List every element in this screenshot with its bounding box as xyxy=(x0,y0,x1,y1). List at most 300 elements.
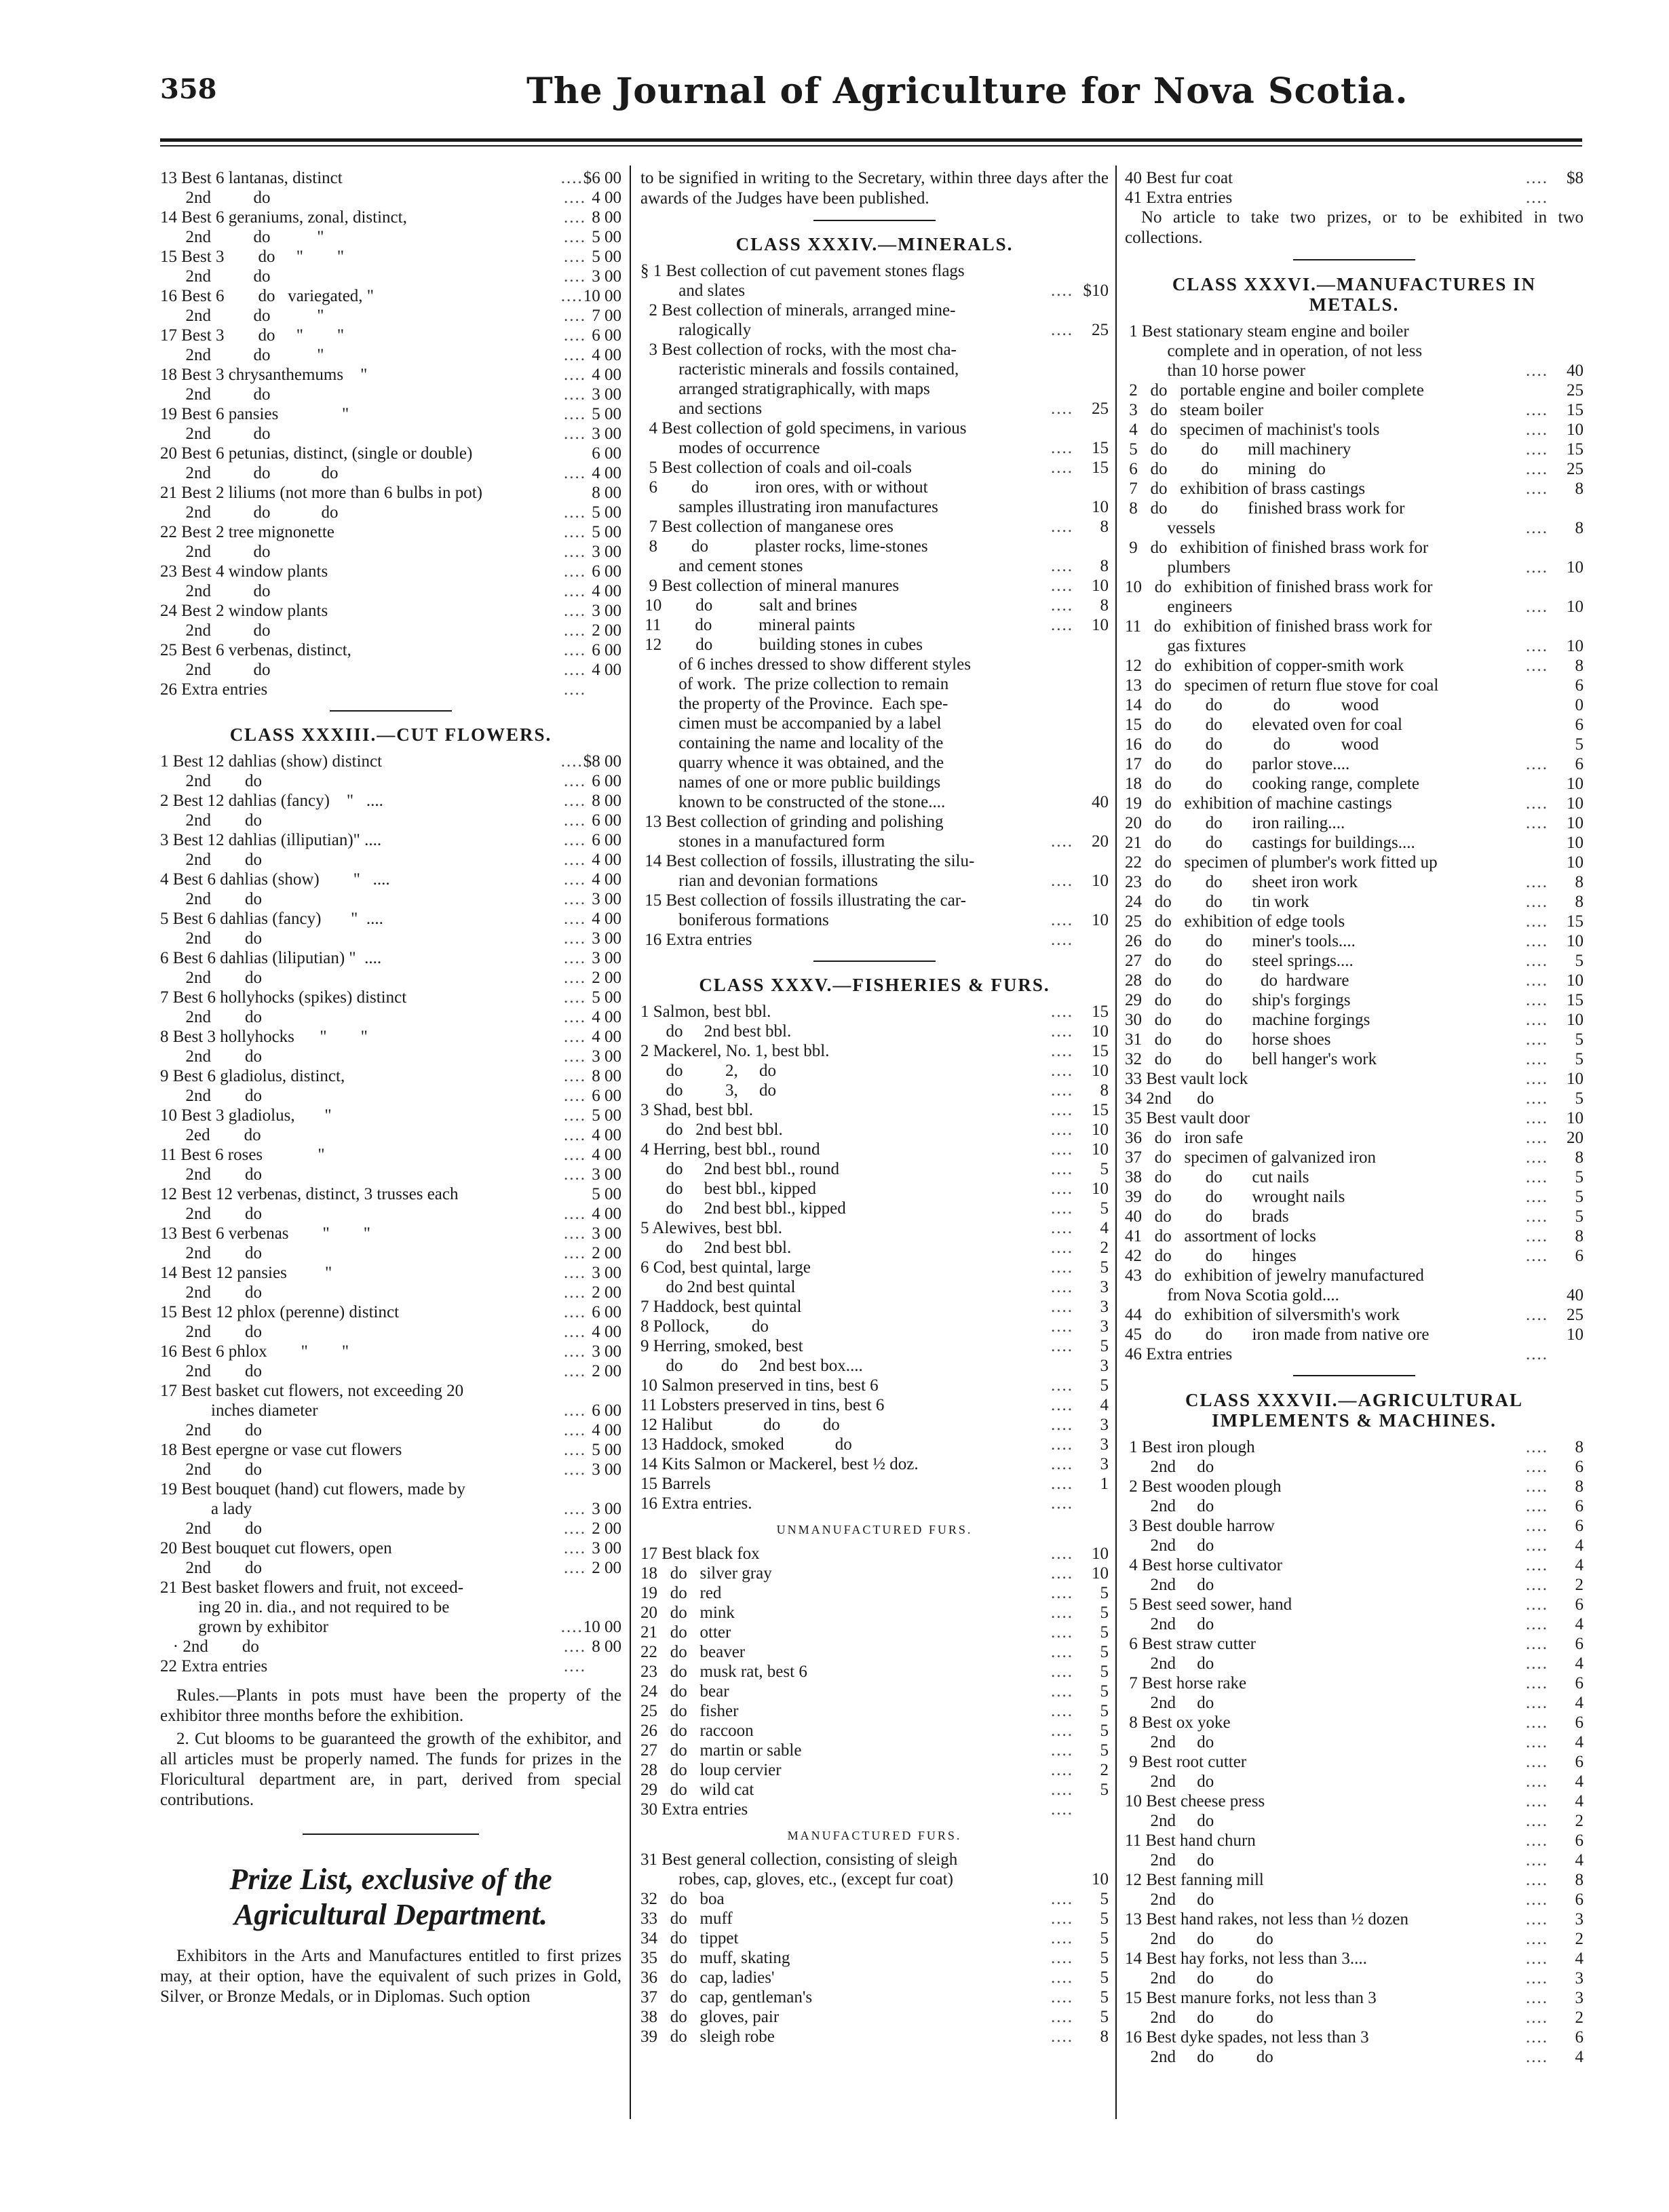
list-item xyxy=(1125,2008,1584,2027)
list-item xyxy=(640,1061,1109,1081)
prize-amount: 10 xyxy=(1567,775,1584,793)
list-item xyxy=(1125,1870,1584,1890)
item-description: 5 Best seed sower, hand xyxy=(1125,1595,1292,1614)
column-3 xyxy=(1125,168,1584,2067)
item-description: 12 do exhibition of copper-smith work xyxy=(1125,657,1404,675)
prize-amount: 5 xyxy=(1575,1089,1584,1108)
prize-amount xyxy=(1548,322,1584,341)
leader-dots: .... xyxy=(564,988,586,1007)
item-description: boniferous formations xyxy=(640,911,829,929)
item-description: 9 do exhibition of finished brass work for xyxy=(1125,539,1429,557)
prize-amount: 5 xyxy=(1575,1168,1584,1186)
leader-dots: .... xyxy=(1051,1022,1073,1041)
leader-dots: .... xyxy=(564,503,586,522)
leader-dots: .... xyxy=(564,1224,586,1243)
item-description: of 6 inches dressed to show different styles xyxy=(640,655,971,674)
prize-amount: 8 xyxy=(1575,873,1584,891)
list-item xyxy=(160,752,621,771)
prize-amount: 10 xyxy=(1567,814,1584,832)
item-description: 9 Herring, smoked, best xyxy=(640,1337,803,1355)
leader-dots: .... xyxy=(1526,991,1548,1009)
leader-dots: .... xyxy=(1051,1337,1073,1355)
list-item xyxy=(160,1204,621,1224)
item-description: 2 Best collection of minerals, arranged mine- xyxy=(640,301,956,319)
prize-amount: 10 xyxy=(1092,1180,1109,1198)
prize-amount: 5 xyxy=(1575,952,1584,970)
item-description: 36 do cap, ladies' xyxy=(640,1968,775,1987)
item-description: containing the name and locality of the xyxy=(640,734,944,752)
prize-amount: 5 xyxy=(1100,1258,1109,1277)
furs-list-continued xyxy=(1125,168,1584,208)
prize-amount: 5 xyxy=(1100,1643,1109,1661)
item-description: 13 Best hand rakes, not less than ½ dozen xyxy=(1125,1910,1408,1928)
list-item xyxy=(160,1224,621,1243)
prize-amount: 6 xyxy=(1575,1831,1584,1850)
leader-dots: .... xyxy=(1051,1219,1073,1237)
item-description: stones in a manufactured form xyxy=(640,832,885,851)
item-description: 39 do do wrought nails xyxy=(1125,1188,1345,1206)
prize-amount xyxy=(1073,478,1109,497)
item-description: 22 Best 2 tree mignonette xyxy=(160,523,334,541)
prize-amount: 3 00 xyxy=(592,1047,621,1066)
prize-amount: 10 xyxy=(1567,794,1584,813)
list-item xyxy=(1125,400,1584,420)
list-item xyxy=(160,503,621,522)
prize-amount: 15 xyxy=(1092,1042,1109,1060)
list-item xyxy=(160,988,621,1007)
leader-dots: .... xyxy=(1051,1258,1073,1277)
prize-amount: 6 00 xyxy=(592,562,621,581)
prize-amount: 3 00 xyxy=(592,929,621,948)
leader-dots: .... xyxy=(1526,893,1548,911)
item-description: 2nd do xyxy=(160,582,271,600)
prize-amount: 5 00 xyxy=(592,1106,621,1125)
list-item xyxy=(640,655,1109,674)
prize-amount: 10 xyxy=(1567,1325,1584,1344)
leader-dots: .... xyxy=(1051,1003,1073,1021)
item-description: of work. The prize collection to remain xyxy=(640,675,949,693)
prize-amount: 5 xyxy=(1100,1663,1109,1681)
prize-amount xyxy=(1073,340,1109,360)
leader-dots: .... xyxy=(564,1205,586,1223)
item-description: do 2nd best bbl. xyxy=(640,1121,783,1139)
prize-amount xyxy=(1073,300,1109,320)
item-description: 41 Extra entries xyxy=(1125,189,1233,207)
list-item xyxy=(1125,2047,1584,2067)
item-description: 4 Best horse cultivator xyxy=(1125,1556,1282,1574)
item-description: 4 Best collection of gold specimens, in various xyxy=(640,419,967,438)
leader-dots: .... xyxy=(1051,1317,1073,1336)
item-description: 2nd do xyxy=(1125,1497,1214,1515)
leader-dots: .... xyxy=(1051,1663,1073,1681)
list-item xyxy=(1125,676,1584,695)
item-description: gas fixtures xyxy=(1125,637,1246,655)
prize-amount: 4 00 xyxy=(592,582,621,600)
list-item xyxy=(160,601,621,621)
header-rule-thin xyxy=(160,145,1582,147)
prize-amount: 5 00 xyxy=(592,1441,621,1459)
prize-amount xyxy=(586,1597,621,1617)
item-description: 30 Extra entries xyxy=(640,1800,748,1819)
section-rule xyxy=(1293,259,1415,260)
item-description: 21 Best 2 liliums (not more than 6 bulbs in pot) xyxy=(160,484,482,502)
leader-dots: .... xyxy=(1051,1475,1073,1493)
list-item xyxy=(1125,1477,1584,1496)
item-description: 40 do do brads xyxy=(1125,1207,1289,1226)
list-item xyxy=(640,1968,1109,1987)
list-item xyxy=(1125,1850,1584,1870)
leader-dots: .... xyxy=(564,772,586,790)
list-item xyxy=(1125,774,1584,794)
list-item xyxy=(1125,1811,1584,1831)
list-item xyxy=(160,830,621,850)
item-description: 30 do do machine forgings xyxy=(1125,1011,1370,1029)
list-item xyxy=(1125,1791,1584,1811)
list-item xyxy=(640,1564,1109,1583)
list-item xyxy=(1125,1713,1584,1732)
prize-amount: 3 xyxy=(1100,1357,1109,1375)
prize-amount: 6 xyxy=(1575,1247,1584,1265)
prize-amount: 2 00 xyxy=(592,1244,621,1262)
item-description: 6 Best straw cutter xyxy=(1125,1635,1256,1653)
prize-amount: 0 xyxy=(1575,696,1584,714)
leader-dots: .... xyxy=(564,1559,586,1577)
item-description: 3 Best 12 dahlias (illiputian)" .... xyxy=(160,831,382,849)
prize-amount: 6 00 xyxy=(592,1303,621,1321)
leader-dots: .... xyxy=(1051,1376,1073,1395)
list-item xyxy=(160,1302,621,1322)
leader-dots: .... xyxy=(564,661,586,679)
leader-dots: .... xyxy=(1526,1188,1548,1206)
prize-amount: 8 xyxy=(1100,518,1109,536)
leader-dots: .... xyxy=(1051,1545,1073,1563)
list-item xyxy=(1125,912,1584,931)
list-item xyxy=(1125,617,1584,636)
prize-amount: 2 00 xyxy=(592,1362,621,1380)
item-description: 23 Best 4 window plants xyxy=(160,562,328,581)
leader-dots: .... xyxy=(1051,1968,1073,1987)
prize-amount: 3 00 xyxy=(592,267,621,286)
item-description: ing 20 in. dia., and not required to be xyxy=(160,1598,450,1616)
prize-amount: 10 xyxy=(1567,1070,1584,1088)
leader-dots: .... xyxy=(1051,1761,1073,1779)
prize-amount: 25 xyxy=(1567,460,1584,478)
item-description: 19 Best 6 pansies " xyxy=(160,405,349,423)
prize-amount: 6 xyxy=(1575,1890,1584,1909)
prize-amount: 4 xyxy=(1100,1219,1109,1237)
prize-amount: 5 xyxy=(1100,1890,1109,1908)
item-description: 2nd do do xyxy=(1125,1969,1273,1987)
leader-dots: .... xyxy=(564,425,586,443)
leader-dots: .... xyxy=(564,366,586,384)
prize-amount: 4 xyxy=(1575,1556,1584,1574)
leader-dots: .... xyxy=(1526,460,1548,478)
list-item xyxy=(1125,1325,1584,1344)
list-item xyxy=(160,345,621,365)
prize-amount: 10 xyxy=(1092,616,1109,634)
list-item xyxy=(1125,1516,1584,1536)
prize-amount xyxy=(586,1381,621,1401)
list-item xyxy=(160,1578,621,1597)
list-item xyxy=(1125,322,1584,341)
list-item xyxy=(640,596,1109,615)
list-item xyxy=(640,1395,1109,1415)
list-item xyxy=(160,1165,621,1184)
list-item xyxy=(640,458,1109,478)
item-description: 21 do do castings for buildings.... xyxy=(1125,834,1415,852)
leader-dots: .... xyxy=(564,1500,586,1518)
item-description: 16 Best 6 phlox " " xyxy=(160,1342,349,1361)
leader-dots: .... xyxy=(564,543,586,561)
list-item xyxy=(160,1125,621,1145)
item-description: 27 do do steel springs.... xyxy=(1125,952,1354,970)
prize-amount: 10 xyxy=(1092,1140,1109,1159)
leader-dots: .... xyxy=(1051,1564,1073,1583)
leader-dots: .... xyxy=(564,1637,586,1656)
item-description: 29 do do ship's forgings xyxy=(1125,991,1351,1009)
list-item xyxy=(640,773,1109,792)
list-item xyxy=(640,694,1109,714)
prize-amount: 4 00 xyxy=(592,464,621,482)
intro-paragraph: to be signified in writing to the Secretary, within three days after the awards of the Judges have been published. xyxy=(640,169,1109,208)
prize-amount: 5 xyxy=(1100,1781,1109,1799)
prize-amount: 6 00 xyxy=(592,326,621,345)
item-description: 12 Best fanning mill xyxy=(1125,1871,1264,1889)
item-description: 2nd do xyxy=(160,621,271,640)
prize-amount: 6 xyxy=(1575,676,1584,695)
manufactured-furs-list xyxy=(640,1850,1109,2046)
list-item xyxy=(1125,1437,1584,1457)
list-item xyxy=(1125,1226,1584,1246)
item-description: 15 Best manure forks, not less than 3 xyxy=(1125,1989,1377,2007)
item-description: 12 do building stones in cubes xyxy=(640,636,923,654)
list-item xyxy=(1125,1187,1584,1207)
list-item xyxy=(640,1140,1109,1159)
list-item xyxy=(640,497,1109,517)
list-item xyxy=(640,674,1109,694)
prize-amount: 2 00 xyxy=(592,1283,621,1302)
list-item xyxy=(640,1258,1109,1277)
list-item xyxy=(160,621,621,640)
column-2 xyxy=(640,168,1109,2046)
leader-dots: .... xyxy=(1526,1831,1548,1850)
prize-amount: 4 00 xyxy=(592,189,621,207)
list-item xyxy=(160,1460,621,1479)
item-description: 13 Best 6 verbenas " " xyxy=(160,1224,370,1243)
list-item xyxy=(160,771,621,791)
list-item xyxy=(160,948,621,968)
item-description: 18 Best epergne or vase cut flowers xyxy=(160,1441,402,1459)
leader-dots: .... xyxy=(1051,1042,1073,1060)
prize-amount: 10 xyxy=(1092,1062,1109,1080)
prize-list-text: Exhibitors in the Arts and Manufactures entitled to first prizes may, at their option, have the equivalent of such prizes in Gold, Silver, or Bronze Medals, or in Diplomas. Such option xyxy=(160,1947,621,2006)
class-37-heading: CLASS XXXVII.—AGRICULTURAL IMPLEMENTS & MACHINES. xyxy=(1185,1390,1524,1431)
item-description: 2nd do " xyxy=(160,346,324,364)
leader-dots: .... xyxy=(1051,282,1073,300)
leader-dots: .... xyxy=(564,870,586,889)
item-description: 11 do mineral paints xyxy=(640,616,856,634)
item-description: 29 do wild cat xyxy=(640,1781,754,1799)
list-item xyxy=(160,811,621,830)
prize-amount: 5 xyxy=(1100,2008,1109,2026)
prize-amount: 5 xyxy=(1100,1702,1109,1720)
leader-dots: .... xyxy=(564,1657,586,1675)
list-item xyxy=(640,615,1109,635)
leader-dots: .... xyxy=(560,1618,583,1636)
leader-dots: .... xyxy=(1051,1890,1073,1908)
item-description: and slates xyxy=(640,282,746,300)
leader-dots: .... xyxy=(564,680,586,699)
leader-dots: .... xyxy=(564,929,586,948)
list-item xyxy=(160,227,621,247)
prize-amount: 4 00 xyxy=(592,1146,621,1164)
item-description: do 2nd best bbl. xyxy=(640,1022,792,1041)
list-item xyxy=(1125,1772,1584,1791)
list-item xyxy=(640,537,1109,556)
prize-amount: 6 00 xyxy=(592,811,621,830)
prize-amount: 6 xyxy=(1575,755,1584,773)
prize-amount: 15 xyxy=(1092,1003,1109,1021)
leader-dots: .... xyxy=(1526,1089,1548,1108)
list-item xyxy=(160,1519,621,1538)
leader-dots: .... xyxy=(1051,1494,1073,1513)
running-head-title: The Journal of Agriculture for Nova Scotia. xyxy=(526,71,1408,112)
leader-dots: .... xyxy=(1051,596,1073,615)
item-description: from Nova Scotia gold.... xyxy=(1125,1286,1339,1304)
item-description: § 1 Best collection of cut pavement stones flags xyxy=(640,262,965,280)
item-description: do 2, do xyxy=(640,1062,776,1080)
item-description: 2nd do xyxy=(160,929,262,948)
prize-amount: 5 xyxy=(1100,1682,1109,1701)
list-item xyxy=(1125,1890,1584,1909)
leader-dots: .... xyxy=(564,1460,586,1479)
prize-amount: 5 xyxy=(1100,1909,1109,1928)
prize-amount: 10 xyxy=(1092,1870,1109,1888)
item-description: 5 Best 6 dahlias (fancy) " .... xyxy=(160,910,383,928)
prize-amount: 5 xyxy=(1100,1722,1109,1740)
leader-dots: .... xyxy=(1526,637,1548,655)
item-description: 25 do exhibition of edge tools xyxy=(1125,912,1345,931)
list-item xyxy=(640,1948,1109,1968)
list-item xyxy=(1125,1555,1584,1575)
list-item xyxy=(640,635,1109,655)
item-description: 17 Best basket cut flowers, not exceeding 20 xyxy=(160,1382,464,1400)
prize-amount: 4 xyxy=(1575,1792,1584,1810)
list-item xyxy=(640,360,1109,379)
list-item xyxy=(1125,636,1584,656)
leader-dots: .... xyxy=(564,189,586,207)
prize-amount: 5 xyxy=(1100,1584,1109,1602)
prize-amount: 8 00 xyxy=(592,792,621,810)
leader-dots: .... xyxy=(1526,1129,1548,1147)
section-rule xyxy=(1293,1375,1415,1376)
item-description: 5 Alewives, best bbl. xyxy=(640,1219,783,1237)
leader-dots: .... xyxy=(1526,1207,1548,1226)
leader-dots: .... xyxy=(1526,1694,1548,1712)
leader-dots: .... xyxy=(564,1283,586,1302)
leader-dots: .... xyxy=(564,1441,586,1459)
item-description: 2nd do xyxy=(160,1244,262,1262)
item-description: 2nd do xyxy=(1125,1772,1214,1791)
item-description: 1 Best 12 dahlias (show) distinct xyxy=(160,752,383,771)
prize-amount: 8 00 xyxy=(592,484,621,502)
prize-amount: 8 xyxy=(1575,657,1584,675)
list-item xyxy=(1125,1949,1584,1968)
list-item xyxy=(1125,1595,1584,1614)
list-item xyxy=(160,168,621,188)
list-item xyxy=(640,517,1109,537)
item-description: 3 Best double harrow xyxy=(1125,1517,1275,1535)
prize-amount: 4 00 xyxy=(592,1008,621,1026)
leader-dots: .... xyxy=(1526,1247,1548,1265)
leader-dots: .... xyxy=(1526,1536,1548,1555)
prize-amount xyxy=(1073,1800,1109,1819)
prize-amount: 3 xyxy=(1100,1278,1109,1296)
leader-dots: .... xyxy=(1051,1081,1073,1100)
leader-dots: .... xyxy=(1526,1733,1548,1751)
item-description: 26 do do miner's tools.... xyxy=(1125,932,1356,950)
list-item xyxy=(160,870,621,889)
prize-amount: 5 xyxy=(1100,1929,1109,1947)
item-description: 20 Best bouquet cut flowers, open xyxy=(160,1539,392,1557)
item-description: 2nd do do xyxy=(1125,1930,1273,1948)
prize-amount: 10 xyxy=(1567,421,1584,439)
item-description: 2nd do " xyxy=(160,228,324,246)
list-item xyxy=(160,208,621,227)
item-description: 20 Best 6 petunias, distinct, (single or double) xyxy=(160,444,473,463)
list-item xyxy=(1125,479,1584,499)
section-rule xyxy=(813,220,936,221)
list-item xyxy=(640,320,1109,340)
prize-amount: 8 xyxy=(1575,1148,1584,1167)
prize-amount: 10 xyxy=(1567,971,1584,990)
leader-dots: .... xyxy=(1526,2028,1548,2046)
item-description: 2nd do do xyxy=(160,464,339,482)
class-36-heading: CLASS XXXVI.—MANUFACTURES IN METALS. xyxy=(1172,274,1537,315)
item-description: 19 Best bouquet (hand) cut flowers, made by xyxy=(160,1480,465,1498)
item-description: 18 do do cooking range, complete xyxy=(1125,775,1419,793)
prize-amount: 4 xyxy=(1575,2048,1584,2066)
item-description: rian and devonian formations xyxy=(640,872,878,890)
prize-amount: 3 00 xyxy=(592,1224,621,1243)
leader-dots: .... xyxy=(1526,1910,1548,1928)
prize-amount: 4 00 xyxy=(592,1205,621,1223)
prize-amount: 40 xyxy=(1092,793,1109,811)
prize-amount xyxy=(1548,188,1584,208)
leader-dots: .... xyxy=(1526,1674,1548,1692)
item-description: known to be constructed of the stone.... xyxy=(640,793,946,811)
list-item xyxy=(640,1474,1109,1494)
item-description: 8 do plaster rocks, lime-stones xyxy=(640,537,928,556)
prize-amount: 5 00 xyxy=(592,503,621,522)
item-description: 2nd do xyxy=(160,1323,262,1341)
item-description: quarry whence it was obtained, and the xyxy=(640,754,944,772)
item-description: do 2nd best quintal xyxy=(640,1278,796,1296)
list-item xyxy=(1125,1128,1584,1148)
prize-amount: 2 00 xyxy=(592,621,621,640)
page-header xyxy=(160,73,1571,128)
list-item xyxy=(1125,735,1584,754)
list-item xyxy=(640,1159,1109,1179)
list-item xyxy=(1125,1909,1584,1929)
prize-amount: 8 xyxy=(1575,519,1584,537)
list-item xyxy=(160,1440,621,1460)
leader-dots: .... xyxy=(1051,1062,1073,1080)
leader-dots: .... xyxy=(564,208,586,227)
leader-dots: .... xyxy=(564,602,586,620)
leader-dots: .... xyxy=(1051,1298,1073,1316)
list-item xyxy=(160,385,621,404)
